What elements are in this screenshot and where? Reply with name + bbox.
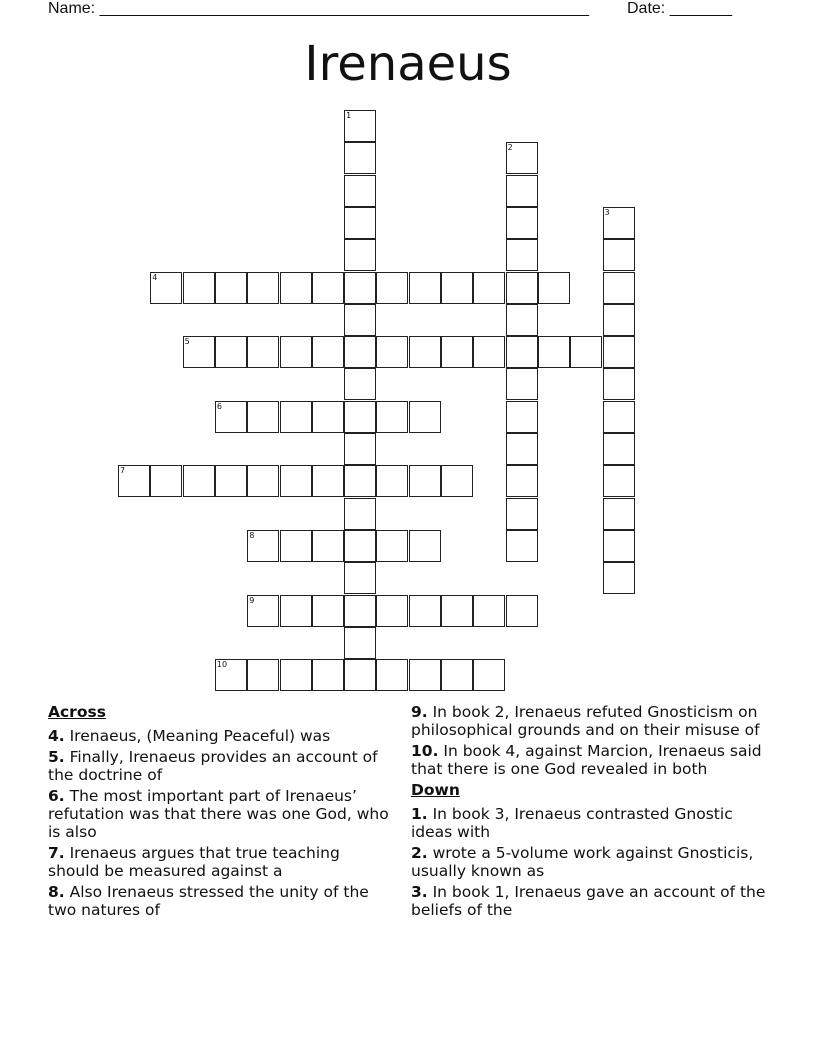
across-clue-list <box>48 727 393 919</box>
grid-cell[interactable] <box>215 465 247 497</box>
grid-cell[interactable] <box>344 433 376 465</box>
grid-cell[interactable] <box>344 110 376 142</box>
grid-cell[interactable] <box>376 659 408 691</box>
clue-item <box>48 844 393 880</box>
clue-number-label: 9. <box>411 703 428 721</box>
clue-item <box>48 787 393 841</box>
grid-cell[interactable] <box>183 336 215 368</box>
grid-cell[interactable] <box>603 272 635 304</box>
clue-number-label: 8. <box>48 883 65 901</box>
across-heading: Across <box>48 703 106 721</box>
grid-cell[interactable] <box>215 336 247 368</box>
grid-cell[interactable] <box>603 336 635 368</box>
grid-cell[interactable] <box>441 272 473 304</box>
grid-cell[interactable] <box>344 595 376 627</box>
clue-number: 2 <box>507 143 513 153</box>
grid-cell[interactable] <box>344 142 376 174</box>
grid-cell[interactable] <box>441 336 473 368</box>
grid-cell[interactable] <box>247 595 279 627</box>
grid-cell[interactable] <box>473 336 505 368</box>
grid-cell[interactable] <box>344 530 376 562</box>
down-clue-list <box>411 805 766 919</box>
clue-text: wrote a 5-volume work against Gnosticis, usually known as <box>411 844 754 880</box>
grid-cell[interactable] <box>506 207 538 239</box>
grid-cell[interactable] <box>344 368 376 400</box>
grid-cell[interactable] <box>506 336 538 368</box>
clue-number-label: 5. <box>48 748 65 766</box>
clue-item <box>411 703 766 739</box>
grid-cell[interactable] <box>506 465 538 497</box>
grid-cell[interactable] <box>247 336 279 368</box>
grid-cell[interactable] <box>312 595 344 627</box>
grid-cell[interactable] <box>441 659 473 691</box>
grid-cell[interactable] <box>312 401 344 433</box>
grid-cell[interactable] <box>247 401 279 433</box>
grid-cell[interactable] <box>344 627 376 659</box>
clue-text: Finally, Irenaeus provides an account of the doctrine of <box>48 748 378 784</box>
grid-cell[interactable] <box>376 595 408 627</box>
grid-cell[interactable] <box>603 530 635 562</box>
grid-cell[interactable] <box>409 272 441 304</box>
grid-cell[interactable] <box>312 530 344 562</box>
grid-cell[interactable] <box>409 595 441 627</box>
grid-cell[interactable] <box>215 659 247 691</box>
grid-cell[interactable] <box>344 175 376 207</box>
grid-cell[interactable] <box>441 595 473 627</box>
grid-cell[interactable] <box>506 175 538 207</box>
clue-number: 3 <box>604 207 610 217</box>
clue-number: 6 <box>216 401 222 411</box>
clue-number-label: 2. <box>411 844 428 862</box>
across-clue-list-continued <box>411 703 766 778</box>
grid-cell[interactable] <box>280 595 312 627</box>
grid-cell[interactable] <box>344 207 376 239</box>
grid-cell[interactable] <box>344 272 376 304</box>
clue-number-label: 4. <box>48 727 65 745</box>
grid-cell[interactable] <box>312 272 344 304</box>
clue-number-label: 6. <box>48 787 65 805</box>
grid-cell[interactable] <box>280 272 312 304</box>
clue-item <box>48 727 393 745</box>
clue-item <box>411 883 766 919</box>
clue-number-label: 3. <box>411 883 428 901</box>
clue-text: Also Irenaeus stressed the unity of the two natures of <box>48 883 369 919</box>
grid-cell[interactable] <box>344 336 376 368</box>
grid-cell[interactable] <box>376 272 408 304</box>
grid-cell[interactable] <box>376 401 408 433</box>
grid-cell[interactable] <box>344 239 376 271</box>
grid-cell[interactable] <box>344 304 376 336</box>
grid-cell[interactable] <box>376 465 408 497</box>
date-field[interactable]: Date: _______ <box>627 0 732 17</box>
page-title: Irenaeus <box>304 36 512 92</box>
clue-text: In book 3, Irenaeus contrasted Gnostic ideas with <box>411 805 733 841</box>
grid-cell[interactable] <box>183 465 215 497</box>
grid-cell[interactable] <box>570 336 602 368</box>
grid-cell[interactable] <box>344 401 376 433</box>
grid-cell[interactable] <box>473 595 505 627</box>
grid-cell[interactable] <box>280 336 312 368</box>
grid-cell[interactable] <box>183 272 215 304</box>
grid-cell[interactable] <box>473 272 505 304</box>
grid-cell[interactable] <box>247 272 279 304</box>
grid-cell[interactable] <box>215 401 247 433</box>
grid-cell[interactable] <box>473 659 505 691</box>
grid-cell[interactable] <box>409 530 441 562</box>
grid-cell[interactable] <box>280 401 312 433</box>
grid-cell[interactable] <box>603 239 635 271</box>
grid-cell[interactable] <box>506 368 538 400</box>
clue-number: 1 <box>346 111 352 120</box>
down-heading: Down <box>411 781 460 799</box>
grid-cell[interactable] <box>538 336 570 368</box>
grid-cell[interactable] <box>506 239 538 271</box>
grid-cell[interactable] <box>506 142 538 174</box>
grid-cell[interactable] <box>247 659 279 691</box>
grid-cell[interactable] <box>603 368 635 400</box>
grid-cell[interactable] <box>409 401 441 433</box>
grid-cell[interactable] <box>506 401 538 433</box>
grid-cell[interactable] <box>506 595 538 627</box>
grid-cell[interactable] <box>603 207 635 239</box>
grid-cell[interactable] <box>247 530 279 562</box>
grid-cell[interactable] <box>603 304 635 336</box>
clue-item <box>48 883 393 919</box>
grid-cell[interactable] <box>506 530 538 562</box>
clue-item <box>411 844 766 880</box>
clue-number: 10 <box>216 660 228 670</box>
grid-cell[interactable] <box>280 530 312 562</box>
grid-cell[interactable] <box>150 465 182 497</box>
clue-number-label: 1. <box>411 805 428 823</box>
clue-text: In book 1, Irenaeus gave an account of the beliefs of the <box>411 883 766 919</box>
clue-item <box>48 748 393 784</box>
clue-text: In book 4, against Marcion, Irenaeus said that there is one God revealed in both <box>411 742 762 778</box>
grid-cell[interactable] <box>280 659 312 691</box>
grid-cell[interactable] <box>603 433 635 465</box>
grid-cell[interactable] <box>603 498 635 530</box>
grid-cell[interactable] <box>344 498 376 530</box>
grid-cell[interactable] <box>312 336 344 368</box>
grid-cell[interactable] <box>409 659 441 691</box>
clue-number-label: 10. <box>411 742 439 760</box>
grid-cell[interactable] <box>376 530 408 562</box>
grid-cell[interactable] <box>538 272 570 304</box>
grid-cell[interactable] <box>344 465 376 497</box>
grid-cell[interactable] <box>150 272 182 304</box>
clue-text: In book 2, Irenaeus refuted Gnosticism on philosophical grounds and on their misuse of <box>411 703 760 739</box>
grid-cell[interactable] <box>215 272 247 304</box>
grid-cell[interactable] <box>603 562 635 594</box>
name-field[interactable]: Name: _______________________________________________________ <box>48 0 589 17</box>
grid-cell[interactable] <box>506 498 538 530</box>
grid-cell[interactable] <box>603 465 635 497</box>
clue-number: 7 <box>120 466 126 476</box>
grid-cell[interactable] <box>506 304 538 336</box>
grid-cell[interactable] <box>603 401 635 433</box>
clue-text: Irenaeus, (Meaning Peaceful) was <box>64 727 331 745</box>
grid-cell[interactable] <box>312 659 344 691</box>
grid-cell[interactable] <box>312 465 344 497</box>
clue-number: 4 <box>152 272 158 282</box>
clue-item <box>411 805 766 841</box>
clue-number-label: 7. <box>48 844 65 862</box>
clues-column-right <box>411 703 766 922</box>
grid-cell[interactable] <box>247 465 279 497</box>
grid-cell[interactable] <box>344 659 376 691</box>
clue-number: 9 <box>249 595 255 605</box>
grid-cell[interactable] <box>118 465 150 497</box>
clue-item <box>411 742 766 778</box>
clue-number: 5 <box>184 337 190 347</box>
grid-cell[interactable] <box>441 465 473 497</box>
clue-text: Irenaeus argues that true teaching should be measured against a <box>48 844 340 880</box>
clue-text: The most important part of Irenaeus’ refutation was that there was one God, who is also <box>48 787 389 841</box>
grid-cell[interactable] <box>344 562 376 594</box>
grid-cell[interactable] <box>409 336 441 368</box>
clues-column-left <box>48 703 393 922</box>
grid-cell[interactable] <box>409 465 441 497</box>
grid-cell[interactable] <box>506 272 538 304</box>
grid-cell[interactable] <box>376 336 408 368</box>
grid-cell[interactable] <box>506 433 538 465</box>
clue-number: 8 <box>249 530 255 540</box>
grid-cell[interactable] <box>280 465 312 497</box>
